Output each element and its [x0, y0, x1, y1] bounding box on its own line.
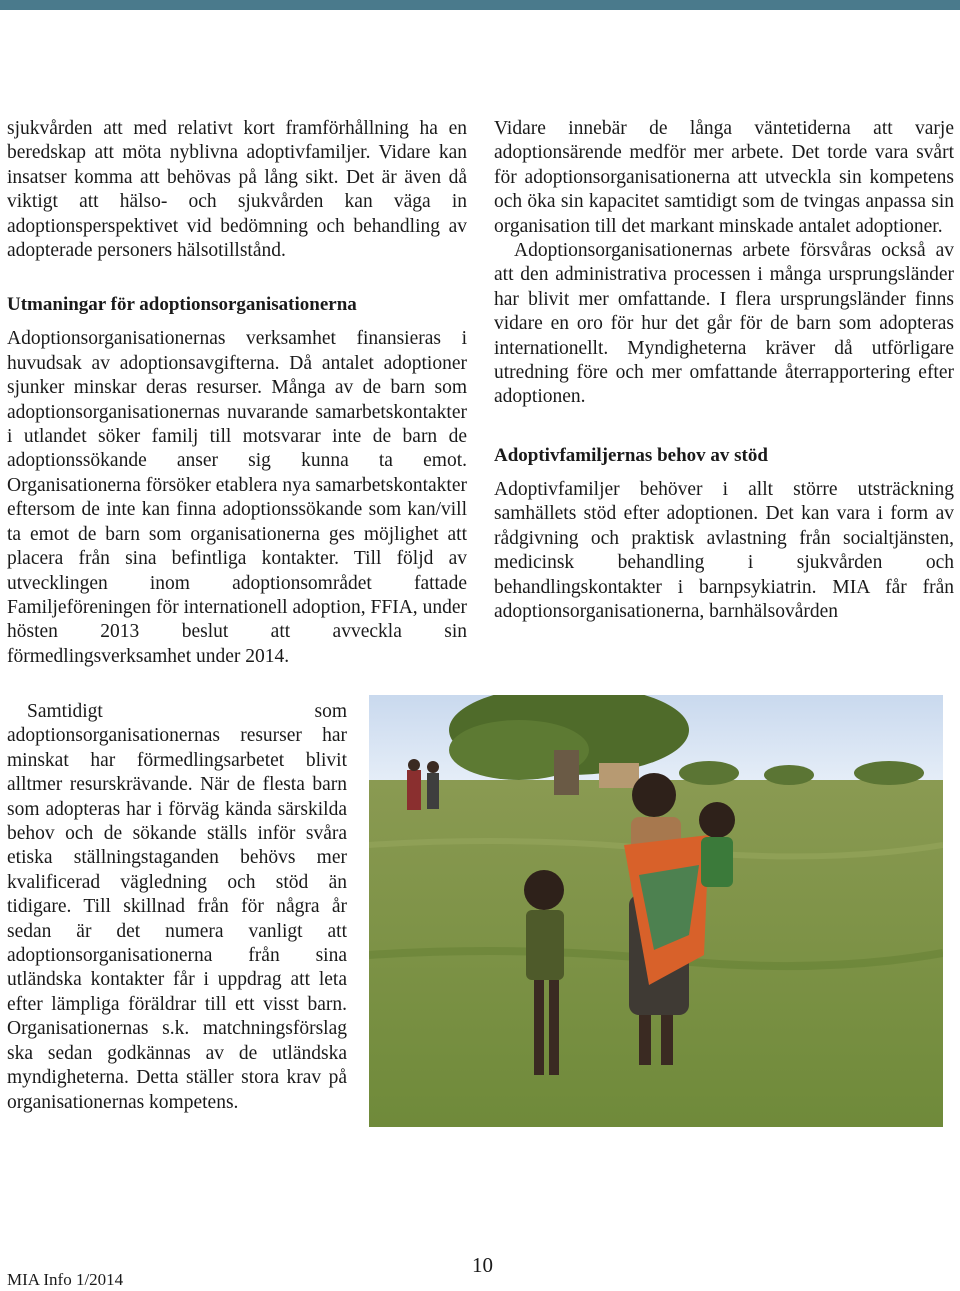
page-number: 10: [472, 1253, 493, 1277]
top-color-bar: [0, 0, 960, 10]
section-heading-support: Adoptivfamiljernas behov av stöd: [494, 444, 768, 466]
right-paragraph-2: Adoptionsorganisationernas arbete försvåras också av att den administrativa processen i många ursprungsländer har blivit mer omfattande. I flera ursprungsländer finns vidare en oro för hur det går för de barn som adopteras internationellt. Myndigheterna kräver då utförligare utredning före och mer omfattande återrapportering efter adoptionen.: [494, 240, 954, 408]
right-paragraph-1: Vidare innebär de långa väntetiderna att varje adoptionsärende medför mer arbete. Det torde vara svårt för adoptionsorganisationerna att utveckla sin kompetens och öka sin kapacitet samtidigt som de tvingas anpassa sin organisation till det markant minskade antalet adoptioner.: [494, 118, 954, 237]
left-paragraph-3: Samtidigt som adoptionsorganisationernas resurser har minskat har förmedlingsarbetet blivit alltmer resurskrävande. När de flesta barn som adopteras har i förväg kända särskilda behov och de sökande ställs inför svåra etiska ställningstaganden behövs mer kvalificerad vägledning och stöd än tidigare. Till skillnad från för några år sedan är det numera vanligt att adoptionsorganisationerna från sina utländska kontakter får i uppdrag att leta efter lämpliga föräldrar till ett visst barn. Organisationernas s.k. matchningsförslag ska sedan godkännas av de utländska myndigheterna. Detta ställer stora krav på organisationernas kompetens.: [7, 701, 347, 1113]
left-column: [7, 117, 467, 669]
left-paragraph-2: Adoptionsorganisationernas verksamhet finansieras i huvudsak av adoptionsavgifterna. Då antalet adoptioner sjunker minskar deras resurser. Många av de barn som adoptionsorganisationernas nuvarande samarbetskontakter i utlandet söker familj till motsvarar inte de barn de adoptionssökande anser sig kunna ta emot. Organisationerna försöker etablera nya samarbetskontakter eftersom de inte kan finna adoptionssökande som kan/vill ta emot de barn som organisationerna ges möjlighet att placera från sina befintliga kontakter. Till följd av utvecklingen inom adoptionsområdet fattade Familjeföreningen för internationell adoption, FFIA, under hösten 2013 beslut att avveckla sin förmedlingsverksamhet under 2014.: [7, 328, 467, 667]
right-paragraph-3: Adoptivfamiljer behöver i allt större utsträckning samhällets stöd efter adoptionen. Det kan vara i form av rådgivning och praktisk avlastning från socialtjänsten, medicinsk behandling i sjukvården och behandlingskontakter i barnpsykiatrin. MIA får från adoptionsorganisationerna, barnhälsovården: [494, 478, 954, 622]
left-wrap-column: [7, 700, 347, 1115]
publication-footer: MIA Info 1/2014: [7, 1270, 124, 1289]
section-heading-challenges: Utmaningar för adoptionsorganisationerna: [7, 294, 357, 316]
children-photo: [369, 695, 943, 1127]
left-paragraph-1: sjukvården att med relativt kort framförhållning ha en beredskap att möta nyblivna adoptivfamiljer. Vidare kan insatser komma att behövas på lång sikt. Det är även då viktigt att hälso- och sjukvården kan väga in adoptionsperspektivet vid bedömning och behandling av adopterade personers hälsotillstånd.: [7, 118, 467, 262]
right-column: [494, 117, 954, 624]
